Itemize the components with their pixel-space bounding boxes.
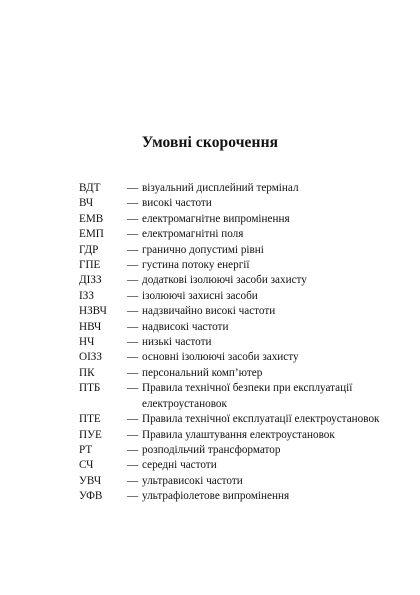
abbreviation-row xyxy=(79,350,409,365)
abbreviation-row xyxy=(79,412,409,427)
em-dash: — xyxy=(127,305,139,318)
em-dash: — xyxy=(127,351,139,364)
abbreviation-row xyxy=(79,428,409,443)
abbreviation-term: ДІЗЗ xyxy=(79,274,102,287)
abbreviation-row xyxy=(79,381,409,412)
abbreviation-row xyxy=(79,474,409,489)
abbreviation-row xyxy=(79,227,409,242)
abbreviation-definition: візуальний дисплейний термінал xyxy=(142,182,299,194)
abbreviation-term: ПУЕ xyxy=(79,428,102,441)
em-dash: — xyxy=(127,474,139,487)
abbreviation-term: СЧ xyxy=(79,459,94,472)
em-dash: — xyxy=(127,274,139,287)
abbreviation-definition: Правила улаштування електроустановок xyxy=(142,428,335,441)
abbreviation-definition: високі частоти xyxy=(142,197,212,210)
em-dash: — xyxy=(127,320,139,333)
em-dash: — xyxy=(127,197,139,210)
abbreviation-definition: ультрависокі частоти xyxy=(142,474,243,487)
abbreviation-row xyxy=(79,243,409,258)
em-dash: — xyxy=(127,413,139,426)
abbreviation-row xyxy=(79,273,409,288)
em-dash: — xyxy=(127,443,139,456)
abbreviation-definition: додаткові ізолюючі засоби захисту xyxy=(142,274,307,287)
abbreviation-list xyxy=(79,181,409,505)
abbreviation-term: ЕМП xyxy=(79,228,104,241)
abbreviation-row xyxy=(79,196,409,211)
abbreviation-term: НЗВЧ xyxy=(79,305,107,318)
abbreviation-term: УФВ xyxy=(79,490,103,503)
abbreviation-term: УВЧ xyxy=(79,474,102,487)
abbreviation-term: ІЗЗ xyxy=(79,289,94,302)
abbreviation-row xyxy=(79,489,409,504)
abbreviation-row xyxy=(79,443,409,458)
abbreviation-definition: ізолюючі захисні засоби xyxy=(142,289,258,302)
abbreviation-definition: гранично допустимі рівні xyxy=(142,243,264,256)
abbreviation-row xyxy=(79,458,409,473)
abbreviation-term: РТ xyxy=(79,443,93,456)
abbreviation-term: ЕМВ xyxy=(79,212,104,225)
abbreviation-row xyxy=(79,181,409,196)
abbreviation-definition: Правила технічної безпеки при експлуатації електроустановок xyxy=(142,382,353,410)
em-dash: — xyxy=(127,212,139,225)
abbreviation-definition: густина потоку енергії xyxy=(142,259,250,272)
abbreviation-term: ГПЕ xyxy=(79,259,101,272)
abbreviation-term: ПТБ xyxy=(79,382,101,395)
abbreviation-term: ВЧ xyxy=(79,197,94,210)
em-dash: — xyxy=(127,366,139,379)
abbreviation-row xyxy=(79,289,409,304)
abbreviation-term: ПК xyxy=(79,366,95,379)
abbreviation-row xyxy=(79,212,409,227)
abbreviation-definition: основні ізолюючі засоби захисту xyxy=(142,351,299,364)
abbreviation-row xyxy=(79,304,409,319)
abbreviation-row xyxy=(79,335,409,350)
abbreviation-row xyxy=(79,320,409,335)
em-dash: — xyxy=(127,459,139,472)
abbreviation-definition: середні частоти xyxy=(142,459,217,472)
em-dash: — xyxy=(127,182,139,194)
em-dash: — xyxy=(127,243,139,256)
abbreviation-term: ОІЗЗ xyxy=(79,351,103,364)
em-dash: — xyxy=(127,259,139,272)
abbreviation-term: НЧ xyxy=(79,336,95,349)
abbreviation-definition: ультрафіолетове випромінення xyxy=(142,490,290,503)
abbreviation-term: НВЧ xyxy=(79,320,102,333)
abbreviation-definition: Правила технічної експлуатації електроустановок xyxy=(142,413,380,426)
abbreviation-row xyxy=(79,366,409,381)
page-title: Умовні скорочення xyxy=(141,134,279,151)
abbreviation-definition: електромагнітне випромінення xyxy=(142,212,290,225)
abbreviation-definition: низькі частоти xyxy=(142,336,212,349)
abbreviation-definition: розподільчий трансформатор xyxy=(142,443,281,456)
em-dash: — xyxy=(127,336,139,349)
abbreviation-term: ВДТ xyxy=(79,182,101,194)
em-dash: — xyxy=(127,490,139,503)
abbreviation-term: ГДР xyxy=(79,243,99,256)
em-dash: — xyxy=(127,382,139,395)
em-dash: — xyxy=(127,228,139,241)
em-dash: — xyxy=(127,428,139,441)
abbreviation-definition: персональний комп’ютер xyxy=(142,366,263,379)
em-dash: — xyxy=(127,289,139,302)
abbreviation-definition: надвисокі частоти xyxy=(142,320,229,333)
abbreviation-row xyxy=(79,258,409,273)
abbreviation-term: ПТЕ xyxy=(79,413,101,426)
abbreviation-definition: електромагнітні поля xyxy=(142,228,244,241)
abbreviation-definition: надзвичайно високі частоти xyxy=(142,305,276,318)
